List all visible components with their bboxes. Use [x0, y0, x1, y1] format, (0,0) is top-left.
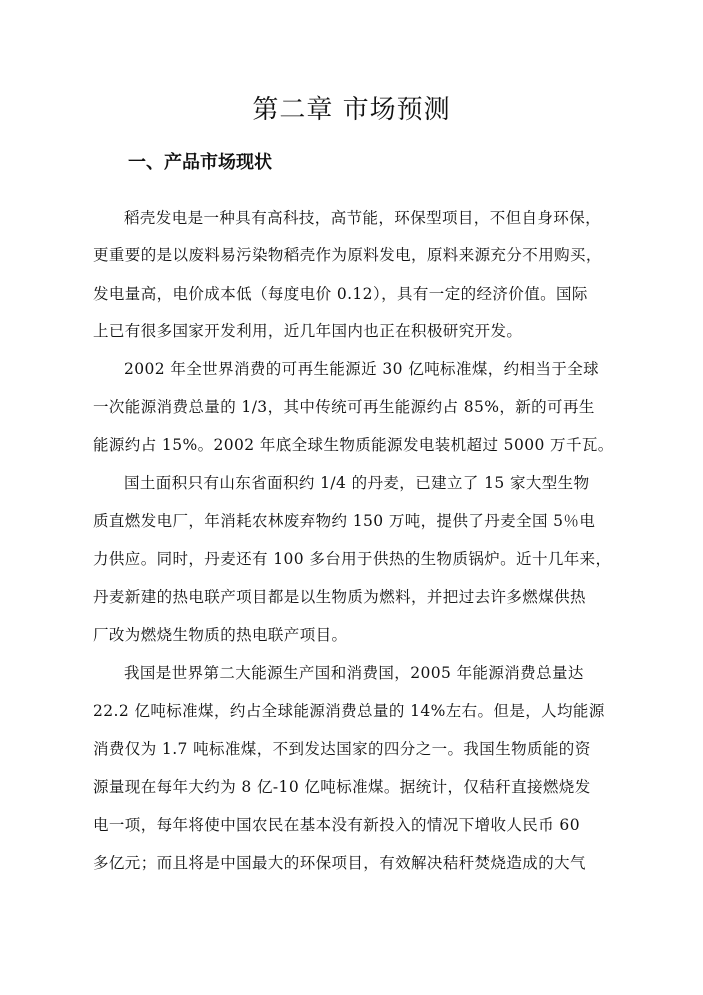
chapter-title: 第二章 市场预测: [252, 95, 451, 125]
paragraph-4-line-3: 消费仅为 1.7 吨标准煤，不到发达国家的四分之一。我国生物质能的资: [93, 740, 591, 758]
paragraph-4-line-4: 源量现在每年大约为 8 亿-10 亿吨标准煤。据统计，仅秸秆直接燃烧发: [93, 778, 591, 796]
paragraph-2-line-3: 能源约占 15%。2002 年底全球生物质能源发电装机超过 5000 万千瓦。: [93, 436, 614, 454]
paragraph-1-line-3: 发电量高，电价成本低（每度电价 0.12），具有一定的经济价值。国际: [93, 285, 588, 303]
section-heading: 一、产品市场现状: [128, 152, 272, 173]
paragraph-2-line-1: 2002 年全世界消费的可再生能源近 30 亿吨标准煤，约相当于全球: [124, 360, 600, 378]
paragraph-4-line-5: 电一项，每年将使中国农民在基本没有新投入的情况下增收人民币 60: [93, 816, 580, 834]
paragraph-1-line-2: 更重要的是以废料易污染物稻壳作为原料发电，原料来源充分不用购买，: [93, 246, 602, 264]
paragraph-1-line-4: 上已有很多国家开发利用，近几年国内也正在积极研究开发。: [93, 322, 523, 340]
paragraph-1-line-1: 稻壳发电是一种具有高科技，高节能，环保型项目，不但自身环保，: [124, 209, 602, 227]
paragraph-4-line-1: 我国是世界第二大能源生产国和消费国，2005 年能源消费总量达: [124, 664, 584, 682]
paragraph-3-line-4: 丹麦新建的热电联产项目都是以生物质为燃料，并把过去许多燃煤供热: [93, 588, 586, 606]
paragraph-3-line-3: 力供应。同时，丹麦还有 100 多台用于供热的生物质锅炉。近十几年来，: [93, 550, 612, 568]
paragraph-3-line-1: 国土面积只有山东省面积约 1/4 的丹麦，已建立了 15 家大型生物: [124, 474, 590, 492]
paragraph-4-line-6: 多亿元；而且将是中国最大的环保项目，有效解决秸秆焚烧造成的大气: [93, 854, 586, 872]
paragraph-2-line-2: 一次能源消费总量的 1/3，其中传统可再生能源约占 85%，新的可再生: [93, 398, 595, 416]
paragraph-4-line-2: 22.2 亿吨标准煤，约占全球能源消费总量的 14%左右。但是，人均能源: [93, 702, 605, 720]
paragraph-3-line-5: 厂改为燃烧生物质的热电联产项目。: [93, 626, 348, 644]
paragraph-3-line-2: 质直燃发电厂，年消耗农林废弃物约 150 万吨，提供了丹麦全国 5％电: [93, 512, 596, 530]
